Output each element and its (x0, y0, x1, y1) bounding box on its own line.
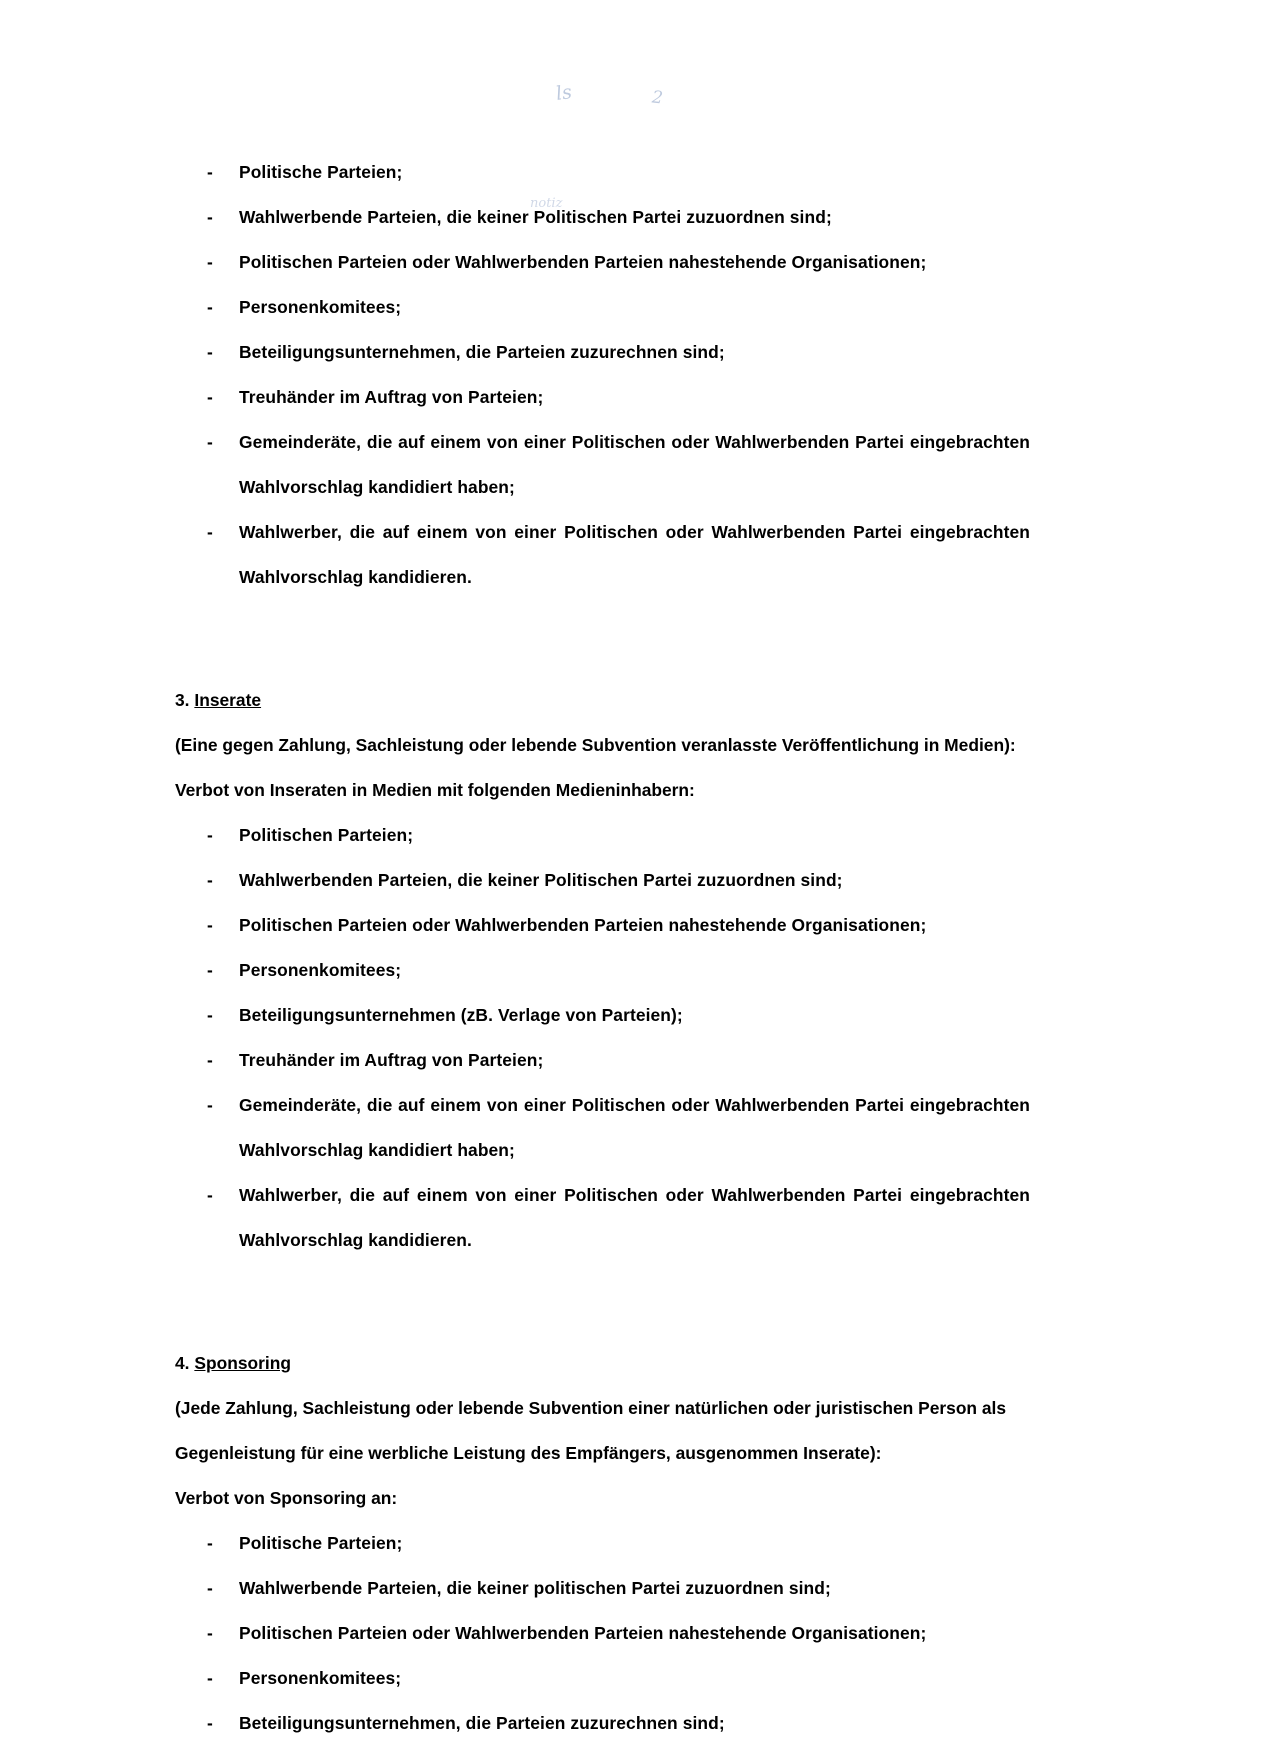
list-item-text: Gemeinderäte, die auf einem von einer Politischen oder Wahlwerbenden Partei eingebrachten Wahlvorschlag kandidiert haben; (239, 1095, 1030, 1160)
document-body (175, 150, 1030, 1746)
list-item (175, 420, 1030, 510)
list-item (175, 330, 1030, 375)
list-item-text: Treuhänder im Auftrag von Parteien; (239, 1050, 544, 1070)
list-item (175, 1083, 1030, 1173)
bullet-dash-icon: - (207, 1533, 213, 1553)
bullet-dash-icon: - (207, 1050, 213, 1070)
section-lead-sponsoring: Verbot von Sponsoring an: (175, 1488, 398, 1508)
list-item (175, 1566, 1030, 1611)
list-item-text: Wahlwerbende Parteien, die keiner politischen Partei zuzuordnen sind; (239, 1578, 831, 1598)
sponsoring-list (175, 1521, 1030, 1746)
bullet-dash-icon: - (207, 252, 213, 272)
list-item (175, 858, 1030, 903)
list-item-text: Gemeinderäte, die auf einem von einer Politischen oder Wahlwerbenden Partei eingebrachten Wahlvorschlag kandidiert haben; (239, 432, 1030, 497)
bullet-dash-icon: - (207, 1623, 213, 1643)
list-item-text: Politischen Parteien oder Wahlwerbenden Parteien nahestehende Organisationen; (239, 252, 927, 272)
bullet-dash-icon: - (207, 387, 213, 407)
list-item (175, 993, 1030, 1038)
bullet-dash-icon: - (207, 1185, 213, 1205)
list-item-text: Wahlwerber, die auf einem von einer Politischen oder Wahlwerbenden Partei eingebrachten Wahlvorschlag kandidieren. (239, 1185, 1030, 1250)
list-item-text: Beteiligungsunternehmen, die Parteien zuzurechnen sind; (239, 342, 725, 362)
bullet-dash-icon: - (207, 960, 213, 980)
bullet-dash-icon: - (207, 522, 213, 542)
list-item (175, 1701, 1030, 1746)
list-item-text: Wahlwerbende Parteien, die keiner Politischen Partei zuzuordnen sind; (239, 207, 832, 227)
section-lead-inserate: Verbot von Inseraten in Medien mit folgenden Medieninhabern: (175, 780, 695, 800)
bullet-dash-icon: - (207, 1578, 213, 1598)
bullet-dash-icon: - (207, 915, 213, 935)
bullet-dash-icon: - (207, 297, 213, 317)
bullet-dash-icon: - (207, 207, 213, 227)
section-number: 4. (175, 1353, 190, 1373)
list-item (175, 1038, 1030, 1083)
bullet-dash-icon: - (207, 1668, 213, 1688)
bullet-dash-icon: - (207, 1005, 213, 1025)
bullet-dash-icon: - (207, 825, 213, 845)
list-item-text: Personenkomitees; (239, 297, 402, 317)
list-item (175, 195, 1030, 240)
section-title: Inserate (194, 690, 262, 710)
list-item (175, 150, 1030, 195)
section-definition-inserate: (Eine gegen Zahlung, Sachleistung oder lebende Subvention veranlasste Veröffentlichung in Medien): (175, 735, 1016, 755)
bullet-dash-icon: - (207, 162, 213, 182)
bullet-dash-icon: - (207, 1095, 213, 1115)
handwritten-mark-top-left: ls (554, 81, 574, 105)
list-item (175, 948, 1030, 993)
bullet-dash-icon: - (207, 342, 213, 362)
list-item (175, 510, 1030, 600)
list-item-text: Beteiligungsunternehmen, die Parteien zuzurechnen sind; (239, 1713, 725, 1733)
section-title: Sponsoring (194, 1353, 291, 1373)
inserate-list (175, 813, 1030, 1263)
bullet-dash-icon: - (207, 1713, 213, 1733)
list-item-text: Treuhänder im Auftrag von Parteien; (239, 387, 544, 407)
list-item (175, 903, 1030, 948)
list-item-text: Politischen Parteien; (239, 825, 414, 845)
spenden-list (175, 150, 1030, 600)
handwritten-mark-middle: notiz (530, 196, 563, 211)
list-item-text: Politischen Parteien oder Wahlwerbenden Parteien nahestehende Organisationen; (239, 915, 927, 935)
section-definition-sponsoring: (Jede Zahlung, Sachleistung oder lebende Subvention einer natürlichen oder juristischen Person als Gegenleistung für eine werbliche Leistung des Empfängers, ausgenommen Inserate): (175, 1398, 1007, 1463)
list-item-text: Politischen Parteien oder Wahlwerbenden Parteien nahestehende Organisationen; (239, 1623, 927, 1643)
list-item-text: Politische Parteien; (239, 1533, 403, 1553)
list-item-text: Personenkomitees; (239, 1668, 402, 1688)
list-item (175, 1173, 1030, 1263)
section-number: 3. (175, 690, 190, 710)
list-item-text: Politische Parteien; (239, 162, 403, 182)
list-item-text: Wahlwerber, die auf einem von einer Politischen oder Wahlwerbenden Partei eingebrachten Wahlvorschlag kandidieren. (239, 522, 1030, 587)
list-item-text: Beteiligungsunternehmen (zB. Verlage von Parteien); (239, 1005, 683, 1025)
handwritten-mark-top-right: 2 (650, 87, 664, 109)
list-item (175, 1521, 1030, 1566)
list-item (175, 1656, 1030, 1701)
list-item-text: Personenkomitees; (239, 960, 402, 980)
bullet-dash-icon: - (207, 870, 213, 890)
list-item (175, 813, 1030, 858)
list-item (175, 375, 1030, 420)
list-item-text: Wahlwerbenden Parteien, die keiner Politischen Partei zuzuordnen sind; (239, 870, 843, 890)
bullet-dash-icon: - (207, 432, 213, 452)
list-item (175, 1611, 1030, 1656)
list-item (175, 240, 1030, 285)
list-item (175, 285, 1030, 330)
section-heading-sponsoring (175, 1341, 1030, 1386)
section-heading-inserate (175, 678, 1030, 723)
